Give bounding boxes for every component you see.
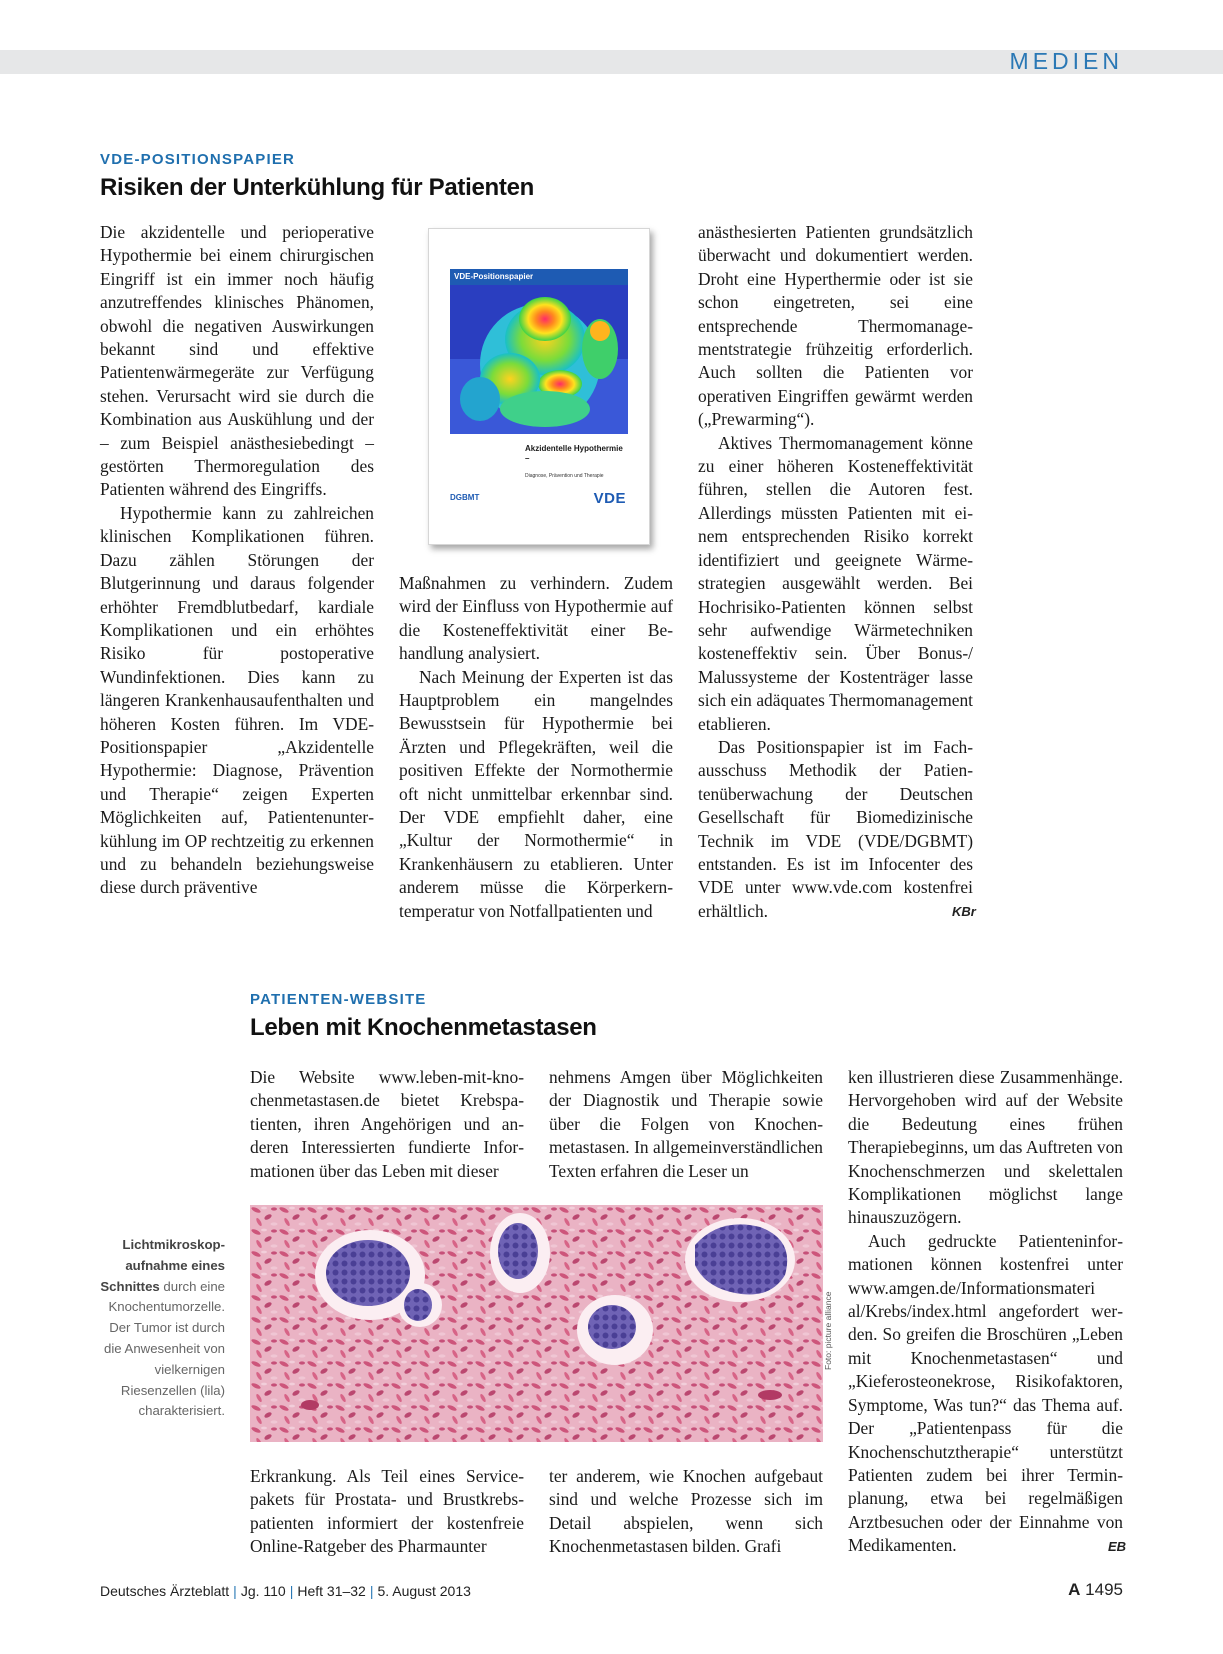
micrograph-image (250, 1205, 823, 1442)
page-footer (100, 1583, 471, 1599)
page-number (1068, 1580, 1123, 1600)
article2-signature: EB (1108, 1539, 1127, 1554)
thermal-image (450, 269, 628, 434)
journal-issue: Heft 31–32 (297, 1583, 366, 1599)
caption-bold: Lichtmikroskopaufnahme eines Schnittes (100, 1237, 225, 1294)
article1-column-1 (100, 221, 374, 900)
article2-column-2-bottom (549, 1465, 823, 1559)
paragraph: Nach Meinung der Experten ist das Hauptproblem ein mangelndes Bewusstsein für Hypothermie bei Ärzten und Pflegekräften, weil die positiven Effekte der Normothermie oft nicht unmittelbar erkennbar sind. Der VDE empfiehlt daher, eine „Kultur der Normothermie“ in Krankenhäusern zu etablieren. Unter anderem müsse die Körperkerntemperatur von Notfallpatienten und (399, 666, 673, 921)
article2-kicker: PATIENTEN-WEBSITE (250, 991, 427, 1008)
paragraph: ter anderem, wie Knochen aufgebaut sind und welche Prozesse sich im Detail abspielen, wenn sich Knochenmetastasen bilden. Grafi (549, 1466, 823, 1557)
paragraph: Hypothermie kann zu zahlreichen klinischen Komplikationen führen. Dazu zählen Störungen der Blutgerinnung und daraus folgender erhöhter Fremdblutbedarf, kardiale Komplikationen und ein erhöhtes Risiko für postoperative Wundinfektionen. Dies kann zu längeren Krankenhausaufenthalten und höheren Kosten führen. Im VDE-Positionspapier „Akzidentelle Hypothermie: Diagnose, Prävention und Therapie“ zeigen Experten Möglichkeiten auf, Patientenunterkühlung im OP rechtzeitig zu erkennen und zu behandeln beziehungsweise diese durch präventive (100, 502, 374, 898)
article2-column-1-bottom (250, 1465, 524, 1559)
caption-text: durch eine Knochentumorzelle. Der Tumor ist durch die Anwesenheit von vielkernigen Riesenzellen (lila) charakterisiert. (104, 1278, 225, 1419)
separator: | (233, 1583, 237, 1599)
article2-column-1-top (250, 1066, 524, 1183)
page-number-value: 1495 (1085, 1580, 1123, 1599)
paragraph: Die Website www.leben-mit-knochenmetastasen.de bietet Krebspatienten, ihren Angehörigen und anderen Interessierten fundierte Informationen über das Leben mit dieser (250, 1067, 524, 1181)
dgbmt-logo: DGBMT (450, 493, 480, 502)
section-label: MEDIEN (1009, 48, 1123, 74)
journal-date: 5. August 2013 (377, 1583, 471, 1599)
article1-title: Risiken der Unterkühlung für Patienten (100, 174, 534, 201)
article2-title: Leben mit Knochenmetastasen (250, 1014, 597, 1041)
book-cover (428, 228, 650, 545)
paragraph: ken illustrieren diese Zusammenhänge. Hervorgehoben wird auf der Website die Bedeutung eines frühen Therapiebeginns, um das Auftreten von Knochenschmerzen und skelettalen Komplikationen möglichst lange hinauszuzögern. (848, 1067, 1123, 1228)
paragraph: Die akzidentelle und perioperative Hypothermie bei einem chirurgischen Eingriff ist ein immer noch häufig anzutreffendes klinisches Phänomen, obwohl die negativen Auswirkungen bekannt sind und effektive Patientenwärmegeräte zur Verfügung stehen. Verursacht wird sie durch die Kombination aus Auskühlung und der – zum Beispiel anästhesiebedingt – gestörten Thermoregulation des Patienten während des Eingriffs. (100, 222, 374, 500)
article1-column-2 (399, 572, 673, 923)
separator: | (369, 1583, 374, 1599)
paragraph: Auch gedruckte Patienteninformationen können kostenfrei unter www.amgen.de/Informationsmateri al/Krebs/index.html angefordert werden. So greifen die Broschüren „Leben mit Knochenmetastasen“ und „Kieferosteonekrose, Risikofaktoren, Symptome, Was tun?“ das Thema auf. Der „Patientenpass für die Knochenschutztherapie“ unterstützt Patienten zudem bei ihrer Terminplanung, etwa bei regelmäßigen Arztbesuchen oder der Einnahme von Medikamenten. (848, 1230, 1123, 1556)
article2-column-2-top (549, 1066, 823, 1183)
article2-column-3 (848, 1066, 1123, 1558)
article1-kicker: VDE-POSITIONSPAPIER (100, 151, 296, 168)
article1-signature: KBr (952, 904, 976, 919)
separator: | (289, 1583, 294, 1599)
paragraph: Erkrankung. Als Teil eines Servicepakets für Prostata- und Brustkrebspatienten informiert der kostenfreie Online-Ratgeber des Pharmaunter (250, 1466, 524, 1557)
paragraph: anästhesierten Patienten grundsätzlich überwacht und dokumentiert werden. Droht eine Hyperthermie oder ist sie schon eingetreten, sei eine entsprechende Thermomanagementstrategie frühzeitig erforderlich. Auch sollten die Patienten vor operativen Eingriffen gewärmt werden („Prewarming“). (698, 222, 973, 430)
cover-header: VDE-Positionspapier (450, 269, 628, 285)
paragraph: Das Positionspapier ist im Fachausschuss Methodik der Patientenüberwachung der Deutschen Gesellschaft für Biomedizinische Technik im VDE (VDE/DGBMT) entstanden. Es ist im Infocenter des VDE unter www.vde.com kostenfrei erhältlich. (698, 736, 973, 921)
photo-credit: Foto: picture alliance (823, 1291, 833, 1370)
cover-footer (450, 491, 628, 509)
cover-title: Akzidentelle Hypothermie – (525, 444, 623, 463)
journal-name: Deutsches Ärzteblatt (100, 1583, 230, 1599)
article1-column-3 (698, 221, 973, 923)
page-prefix: A (1068, 1580, 1081, 1599)
paragraph: Maßnahmen zu verhindern. Zudem wird der Einfluss von Hypothermie auf die Kosteneffektivität einer Behandlung analysiert. (399, 573, 673, 664)
paragraph: Aktives Thermomanagement könne zu einer höheren Kosteneffektivität führen, stellen die Autoren fest. Allerdings müssten Patienten mit einem entsprechenden Risiko korrekt identifiziert und geeignete Wärmestrategien ausgewählt werden. Bei Hochrisiko-Patienten können selbst sehr aufwendige Wärmetechniken kosteneffektiv sein. Über Bonus-/ Malussysteme der Kostenträger lasse sich ein adäquates Thermomanagement etablieren. (698, 432, 973, 734)
vde-logo: VDE (593, 490, 626, 507)
paragraph: nehmens Amgen über Möglichkeiten der Diagnostik und Therapie sowie über die Folgen von Knochenmetastasen. In allgemeinverständlichen Texten erfahren die Leser un (549, 1067, 823, 1181)
cover-subtitle: Diagnose, Prävention und Therapie (525, 473, 604, 479)
journal-volume: Jg. 110 (240, 1583, 286, 1599)
image-caption (95, 1235, 225, 1422)
